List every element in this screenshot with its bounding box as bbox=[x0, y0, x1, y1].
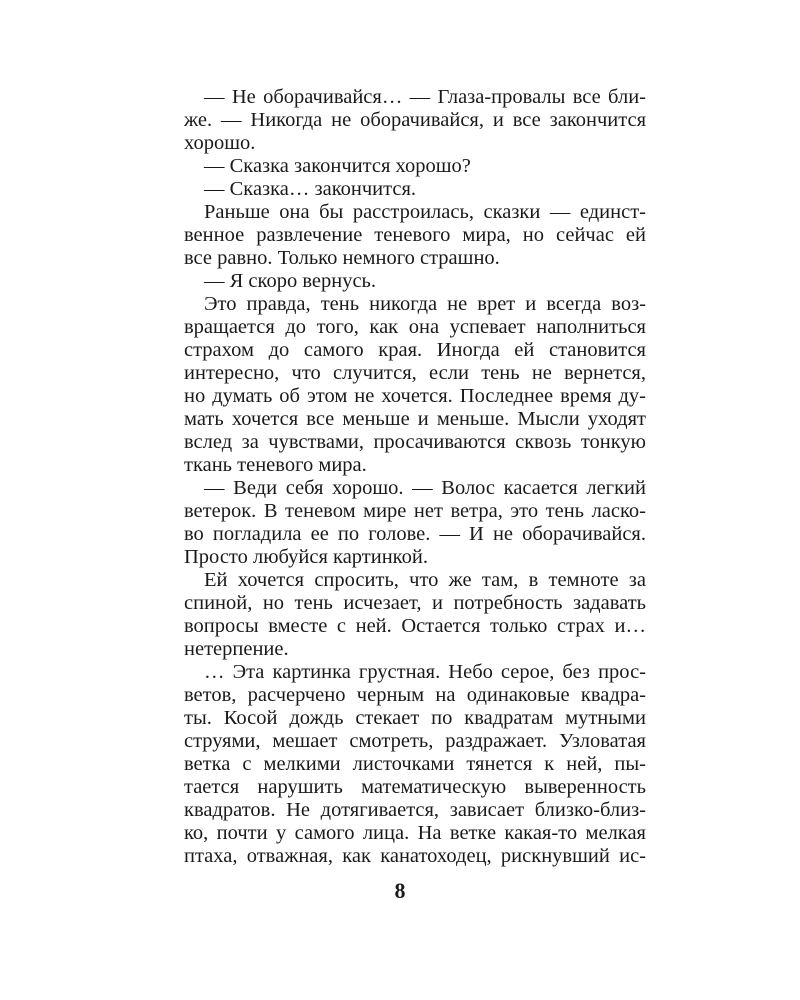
text-line: квадратов. Не дотягивается, зависает близко-близ- bbox=[184, 799, 646, 821]
text-line: Это правда, тень никогда не врет и всегда воз- bbox=[204, 293, 646, 315]
text-line: — Сказка… закончится. bbox=[204, 178, 416, 200]
text-line: ветерок. В теневом мире нет ветра, это тень ласко- bbox=[184, 500, 646, 522]
body-text bbox=[184, 86, 646, 868]
text-line: … Эта картинка грустная. Небо серое, без прос- bbox=[204, 661, 646, 683]
text-line: вслед за чувствами, просачиваются сквозь тонкую bbox=[184, 431, 646, 453]
text-line: вопросы вместе с ней. Остается только страх и… bbox=[184, 615, 646, 637]
text-line: во погладила ее по голове. — И не оборачивайся. bbox=[184, 523, 646, 545]
text-line: венное развлечение теневого мира, но сейчас ей bbox=[184, 224, 646, 246]
text-line: ты. Косой дождь стекает по квадратам мутными bbox=[184, 707, 646, 729]
text-line: ветов, расчерчено черным на одинаковые квадра- bbox=[184, 684, 646, 706]
text-line: нетерпение. bbox=[184, 638, 289, 660]
text-line: — Не оборачивайся… — Глаза-провалы все бли- bbox=[204, 86, 646, 108]
text-line: тается нарушить математическую выверенность bbox=[184, 776, 646, 798]
text-line: Раньше она бы расстроилась, сказки — единст- bbox=[204, 201, 646, 223]
text-line: но думать об этом не хочется. Последнее время ду- bbox=[184, 385, 646, 407]
text-line: — Сказка закончится хорошо? bbox=[204, 155, 471, 177]
text-line: птаха, отважная, как канатоходец, рискнувший ис- bbox=[184, 845, 646, 867]
text-line: — Веди себя хорошо. — Волос касается легкий bbox=[204, 477, 646, 499]
text-line: ткань теневого мира. bbox=[184, 454, 367, 476]
text-line: ветка с мелкими листочками тянется к ней, пы- bbox=[184, 753, 646, 775]
text-line: Ей хочется спросить, что же там, в темноте за bbox=[204, 569, 646, 591]
text-line: мать хочется все меньше и меньше. Мысли уходят bbox=[184, 408, 646, 430]
text-line: Просто любуйся картинкой. bbox=[184, 546, 428, 568]
text-line: спиной, но тень исчезает, и потребность задавать bbox=[184, 592, 646, 614]
text-line: вращается до того, как она успевает наполниться bbox=[184, 316, 646, 338]
text-line: хорошо. bbox=[184, 132, 256, 154]
page-number: 8 bbox=[394, 878, 406, 903]
text-line: страхом до самого края. Иногда ей становится bbox=[184, 339, 646, 361]
text-line: все равно. Только немного страшно. bbox=[184, 247, 500, 269]
text-line: интересно, что случится, если тень не вернется, bbox=[184, 362, 646, 384]
text-line: — Я скоро вернусь. bbox=[204, 270, 377, 292]
text-line: ко, почти у самого лица. На ветке какая-то мелкая bbox=[184, 822, 646, 844]
text-line: же. — Никогда не оборачивайся, и все закончится bbox=[184, 109, 646, 131]
text-line: струями, мешает смотреть, раздражает. Узловатая bbox=[184, 730, 646, 752]
